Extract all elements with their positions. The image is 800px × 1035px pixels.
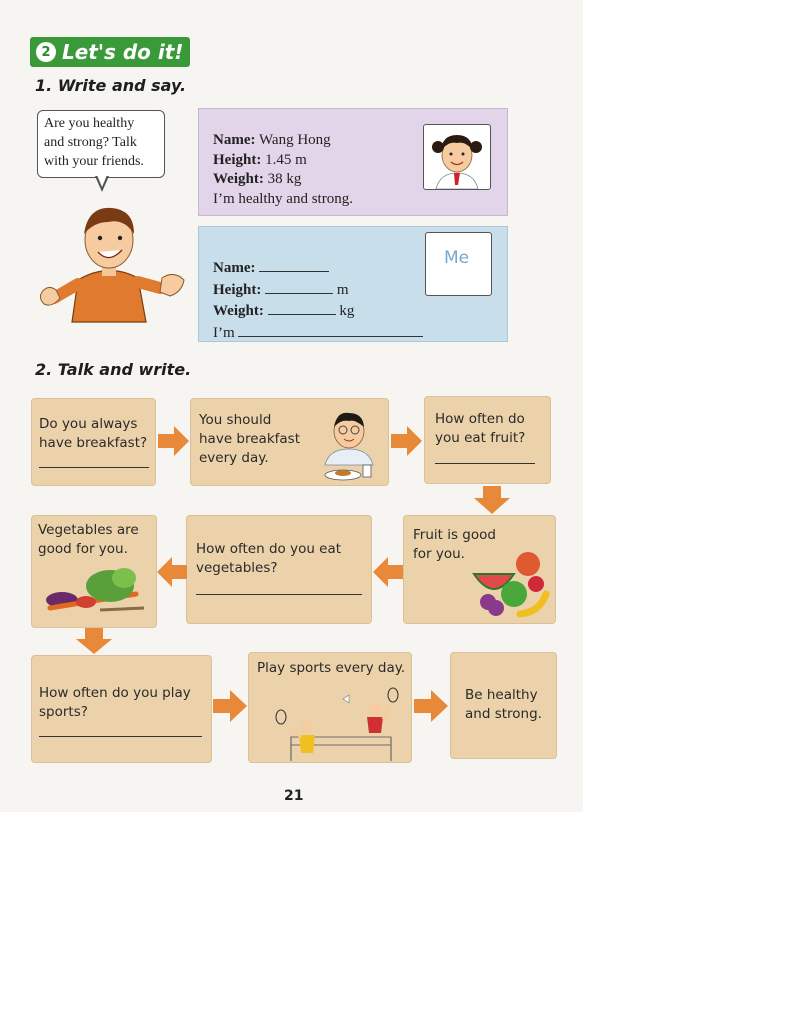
section-banner (30, 37, 190, 67)
flow-text: How often do (435, 411, 525, 427)
flow-box-sports-question (31, 655, 212, 763)
flow-text: You should (199, 412, 272, 428)
badminton-illustration (263, 685, 403, 763)
flow-box-fruit-question (424, 396, 551, 484)
bubble-line: with your friends. (44, 154, 144, 169)
speech-bubble (37, 110, 165, 178)
weight-blank[interactable] (268, 300, 336, 315)
weight-unit: kg (339, 303, 355, 319)
answer-line[interactable] (196, 594, 362, 595)
flow-text: have breakfast (199, 431, 300, 447)
vegetables-illustration (40, 564, 152, 626)
flow-text: Fruit is good (413, 527, 496, 543)
arrow-right-icon (414, 690, 448, 722)
name-label: Name: (213, 132, 256, 148)
arrow-right-icon (391, 426, 423, 456)
weight-value: 38 kg (267, 171, 302, 187)
flow-text: you eat fruit? (435, 430, 526, 446)
height-label: Height: (213, 151, 262, 168)
flow-text: Play sports every day. (257, 660, 406, 676)
health-statement: I’m healthy and strong. (213, 190, 353, 207)
weight-label: Weight: (213, 171, 264, 187)
flow-text: Be healthy (465, 687, 538, 703)
section2-title: 2. Talk and write. (35, 360, 192, 379)
boy-illustration (38, 200, 188, 325)
girl-portrait-icon (424, 125, 490, 189)
answer-line[interactable] (39, 736, 202, 737)
flow-box-breakfast-advice (190, 398, 389, 486)
flow-box-breakfast-question (31, 398, 156, 486)
height-unit: m (336, 281, 349, 298)
flow-text: good for you. (38, 541, 128, 557)
flow-text: Vegetables are (38, 522, 139, 538)
arrow-right-icon (158, 426, 190, 456)
section1-title: 1. Write and say. (35, 76, 187, 95)
height-label: Height: (213, 281, 262, 298)
me-label: Me (444, 248, 470, 268)
arrow-left-icon (157, 557, 187, 587)
flow-box-vegetables-question (186, 515, 372, 624)
height-blank[interactable] (265, 279, 333, 294)
weight-label: Weight: (213, 303, 264, 319)
height-value: 1.45 m (265, 151, 307, 168)
flow-text: and strong. (465, 706, 542, 722)
statement-blank[interactable] (238, 322, 423, 337)
flow-box-healthy (450, 652, 557, 759)
arrow-right-icon (213, 690, 247, 722)
answer-line[interactable] (39, 467, 149, 468)
answer-line[interactable] (435, 463, 535, 464)
flow-text: How often do you play (39, 685, 191, 701)
arrow-down-icon (76, 628, 112, 654)
wang-hong-photo (423, 124, 491, 190)
flow-text: for you. (413, 546, 465, 562)
profile-card-me (198, 226, 508, 342)
statement-prefix: I’m (213, 324, 235, 341)
flow-text: sports? (39, 704, 88, 720)
arrow-down-icon (474, 486, 510, 514)
flow-box-fruit-advice (403, 515, 556, 624)
profile-card-wang-hong (198, 108, 508, 216)
me-photo-box[interactable] (425, 232, 492, 296)
flow-text: How often do you eat (196, 541, 342, 557)
fruit-illustration (470, 546, 550, 622)
name-value: Wang Hong (258, 132, 331, 148)
name-label: Name: (213, 260, 256, 276)
banner-number: 2 (36, 42, 56, 62)
flow-text: vegetables? (196, 560, 278, 576)
bubble-line: Are you healthy (44, 116, 135, 131)
flow-box-vegetables-advice (31, 515, 157, 628)
bubble-line: and strong? Talk (44, 135, 137, 150)
banner-title: Let's do it! (62, 40, 184, 64)
flow-text: every day. (199, 450, 269, 466)
flow-text: have breakfast? (39, 435, 148, 451)
arrow-left-icon (373, 557, 403, 587)
name-blank[interactable] (259, 257, 329, 272)
boy-eating-illustration (311, 405, 386, 485)
flow-text: Do you always (39, 416, 138, 432)
flow-box-sports-advice (248, 652, 412, 763)
page-number: 21 (284, 788, 304, 804)
